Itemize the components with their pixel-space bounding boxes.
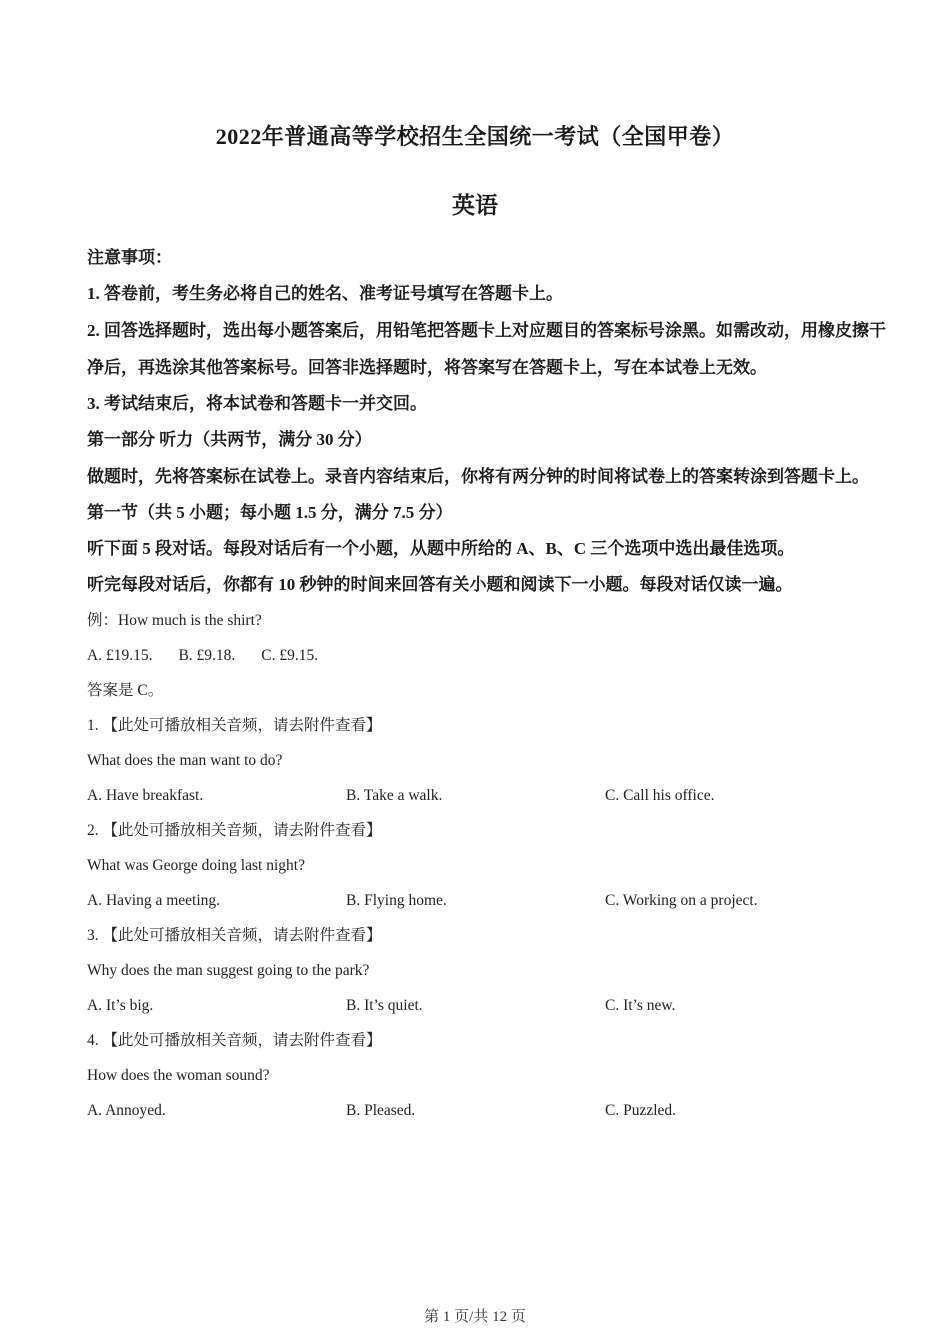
option: B. £9.18. <box>178 647 236 664</box>
notice-item: 1. 答卷前，考生务必将自己的姓名、准考证号填写在答题卡上。 <box>87 284 563 303</box>
part-heading: 第一部分 听力（共两节，满分 30 分） <box>87 430 372 449</box>
question-text: What was George doing last night? <box>87 857 305 874</box>
question-options <box>87 883 887 918</box>
notice-item: 3. 考试结束后，将本试卷和答题卡一并交回。 <box>87 394 427 413</box>
option: B. It’s quiet. <box>346 997 423 1014</box>
question-options <box>87 988 887 1023</box>
question-text: How does the woman sound? <box>87 1067 270 1084</box>
audio-note: 4. 【此处可播放相关音频，请去附件查看】 <box>87 1032 382 1049</box>
notice-item: 2. 回答选择题时，选出每小题答案后，用铅笔把答题卡上对应题目的答案标号涂黑。如需改动，用橡皮擦干净后，再选涂其他答案标号。回答非选择题时，将答案写在答题卡上，写在本试卷上无效。 <box>87 321 886 377</box>
option: C. Working on a project. <box>605 892 758 909</box>
audio-note: 3. 【此处可播放相关音频，请去附件查看】 <box>87 927 382 944</box>
audio-note: 2. 【此处可播放相关音频，请去附件查看】 <box>87 822 382 839</box>
option: A. Having a meeting. <box>87 892 221 909</box>
option: C. It’s new. <box>605 997 676 1014</box>
option: B. Pleased. <box>346 1102 416 1119</box>
section-heading: 第一节（共 5 小题；每小题 1.5 分，满分 7.5 分） <box>87 503 453 522</box>
option: A. Annoyed. <box>87 1102 166 1119</box>
example-question: 例：How much is the shirt? <box>87 612 262 629</box>
option: A. Have breakfast. <box>87 787 204 804</box>
option: C. Call his office. <box>605 787 715 804</box>
exam-title: 2022年普通高等学校招生全国统一考试（全国甲卷） <box>215 124 735 149</box>
option: A. £19.15. <box>87 647 153 664</box>
example-answer: 答案是 C。 <box>87 682 164 699</box>
question-options <box>87 778 887 813</box>
question-text: Why does the man suggest going to the park? <box>87 962 370 979</box>
subject-title: 英语 <box>452 193 498 218</box>
option: B. Take a walk. <box>346 787 443 804</box>
option: C. Puzzled. <box>605 1102 677 1119</box>
option: B. Flying home. <box>346 892 447 909</box>
example-options <box>87 638 887 673</box>
section-instruction: 听完每段对话后，你都有 10 秒钟的时间来回答有关小题和阅读下一小题。每段对话仅读一遍。 <box>87 575 793 594</box>
question-options <box>87 1093 887 1128</box>
part-instruction: 做题时，先将答案标在试卷上。录音内容结束后，你将有两分钟的时间将试卷上的答案转涂到答题卡上。 <box>87 467 869 486</box>
section-instruction: 听下面 5 段对话。每段对话后有一个小题，从题中所给的 A、B、C 三个选项中选出最佳选项。 <box>87 539 795 558</box>
page-number: 第 1 页/共 12 页 <box>424 1309 526 1325</box>
notice-heading: 注意事项： <box>87 248 172 267</box>
option: C. £9.15. <box>261 647 319 664</box>
audio-note: 1. 【此处可播放相关音频，请去附件查看】 <box>87 717 382 734</box>
option: A. It’s big. <box>87 997 154 1014</box>
question-text: What does the man want to do? <box>87 752 283 769</box>
exam-content <box>87 240 887 1128</box>
